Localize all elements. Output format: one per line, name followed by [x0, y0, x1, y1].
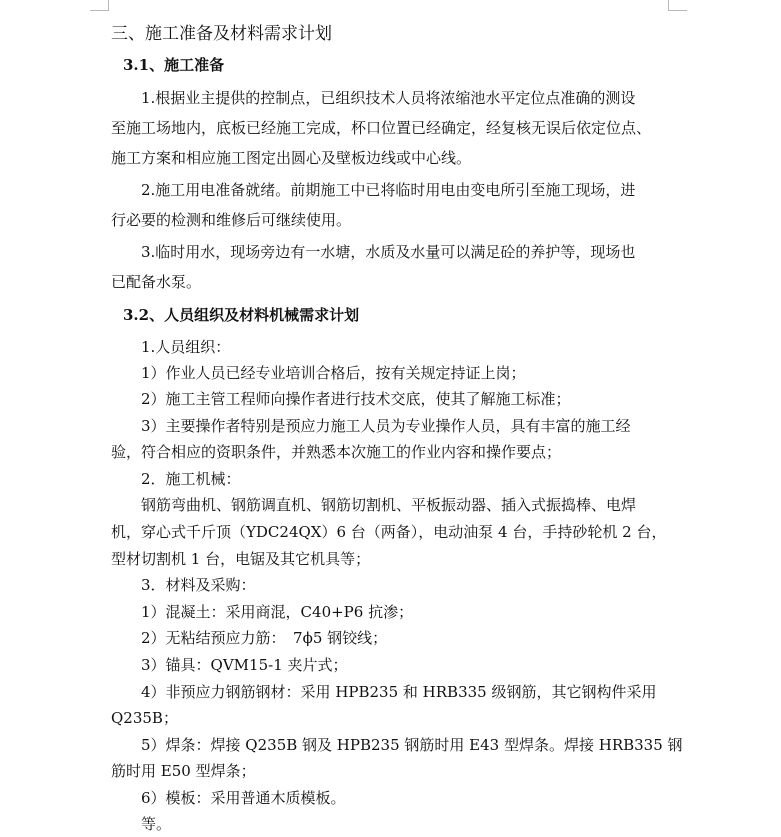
list-item: 3）锚具：QVM15-1 夹片式；	[141, 656, 348, 674]
list-item: 2）无粘结预应力筋： 7ϕ5 钢铰线；	[141, 629, 388, 647]
list-item: 6）模板：采用普通木质模板。	[141, 789, 346, 807]
paragraph-line: 施工方案和相应施工图定出圆心及壁板边线或中心线。	[111, 149, 472, 167]
paragraph-line: 2.施工用电准备就绪。前期施工中已将临时用电由变电所引至施工现场，进	[141, 181, 636, 199]
paragraph-line: 等。	[141, 815, 172, 833]
list-item: 4）非预应力钢筋钢材：采用 HPB235 和 HRB335 级钢筋，其它钢构件采用	[141, 683, 657, 701]
paragraph-line: 2．施工机械：	[141, 470, 241, 488]
list-item: 1）作业人员已经专业培训合格后，按有关规定持证上岗；	[141, 364, 526, 382]
paragraph-line: 1.人员组织：	[141, 338, 231, 356]
paragraph-line: 钢筋弯曲机、钢筋调直机、钢筋切割机、平板振动器、插入式振捣棒、电焊	[141, 496, 637, 514]
paragraph-line: 行必要的检测和维修后可继续使用。	[111, 211, 352, 229]
list-item: 3）主要操作者特别是预应力施工人员为专业操作人员，具有丰富的施工经	[141, 417, 631, 435]
margin-corner-mark	[90, 0, 109, 11]
list-item: 2）施工主管工程师向操作者进行技术交底，使其了解施工标准；	[141, 390, 571, 408]
paragraph-line: 型材切割机 1 台，电锯及其它机具等；	[111, 550, 371, 568]
section-heading: 三、施工准备及材料需求计划	[111, 24, 332, 44]
list-item: 1）混凝土：采用商混，C40+P6 抗渗；	[141, 603, 414, 621]
paragraph-line: 至施工场地内，底板已经施工完成，杯口位置已经确定，经复核无误后依定位点、	[111, 119, 652, 137]
list-item: 验，符合相应的资职条件，并熟悉本次施工的作业内容和操作要点；	[111, 443, 562, 461]
subsection-title-3-1: 3.1、施工准备	[123, 56, 225, 74]
margin-corner-mark	[668, 0, 687, 11]
paragraph-line: 机，穿心式千斤顶（YDC24QX）6 台（两备），电动油泵 4 台，手持砂轮机 2 台，	[111, 523, 667, 541]
list-item: 筋时用 E50 型焊条；	[111, 762, 256, 780]
subsection-title-3-2: 3.2、人员组织及材料机械需求计划	[123, 306, 360, 324]
list-item: Q235B；	[111, 709, 178, 727]
paragraph-line: 3.临时用水，现场旁边有一水塘，水质及水量可以满足砼的养护等，现场也	[141, 243, 636, 261]
paragraph-line: 已配备水泵。	[111, 273, 202, 291]
paragraph-line: 1.根据业主提供的控制点，已组织技术人员将浓缩池水平定位点准确的测设	[141, 89, 636, 107]
list-item: 5）焊条：焊接 Q235B 钢及 HPB235 钢筋时用 E43 型焊条。焊接 HRB335 钢	[141, 736, 683, 754]
paragraph-line: 3．材料及采购：	[141, 576, 256, 594]
